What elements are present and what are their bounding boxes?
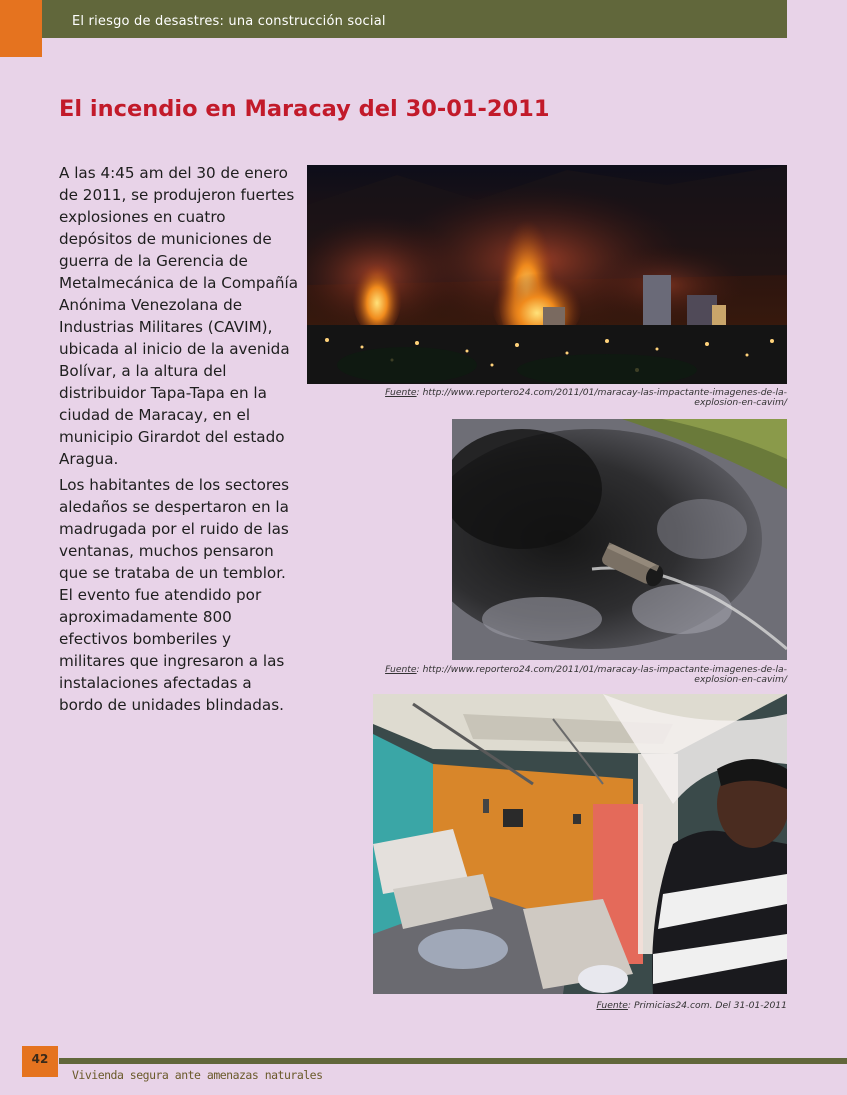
photo-caption [357, 665, 787, 685]
page-title: El incendio en Maracay del 30-01-2011 [59, 96, 550, 122]
caption-source: : Primicias24.com. Del 31-01-2011 [627, 1000, 787, 1011]
photo-caption [487, 1001, 787, 1011]
caption-label: Fuente [385, 387, 417, 398]
projectile-photo [452, 419, 787, 660]
footer-rule [59, 1058, 847, 1064]
caption-label: Fuente [385, 664, 417, 675]
caption-source: : http://www.reportero24.com/2011/01/maracay-las-impactante-imagenes-de-la-explosion-en-cavim/ [416, 387, 787, 408]
fire-photo [307, 165, 787, 384]
paragraph: Los habitantes de los sectores aledaños se despertaron en la madrugada por el ruido de las ventanas, muchos pensaron que se trataba de un temblor. El evento fue atendido por aproximadamente 800 efectivos bomberiles y militares que ingresaron a las instalaciones afectadas a bordo de unidades blindadas. [59, 476, 290, 714]
paragraph: A las 4:45 am del 30 de enero de 2011, se produjeron fuertes explosiones en cuatro depósitos de municiones de guerra de la Gerencia de Metalmecánica de la Compañía Anónima Venezolana de Industrias Militares (CAVIM), ubicada al inicio de la avenida Bolívar, a la altura del distribuidor Tapa-Tapa en la ciudad de Maracay, en el municipio Girardot del estado Aragua. [59, 164, 299, 468]
caption-source: : http://www.reportero24.com/2011/01/maracay-las-impactante-imagenes-de-la-explosion-en-cavim/ [416, 664, 787, 685]
photo-caption [377, 388, 787, 408]
running-header: El riesgo de desastres: una construcción social [72, 14, 386, 29]
page-number: 42 [22, 1046, 58, 1077]
caption-label: Fuente [596, 1000, 628, 1011]
article-body [59, 162, 299, 720]
damaged-room-photo [373, 694, 787, 994]
header-accent-block [0, 0, 42, 57]
running-footer: Vivienda segura ante amenazas naturales [72, 1068, 323, 1082]
